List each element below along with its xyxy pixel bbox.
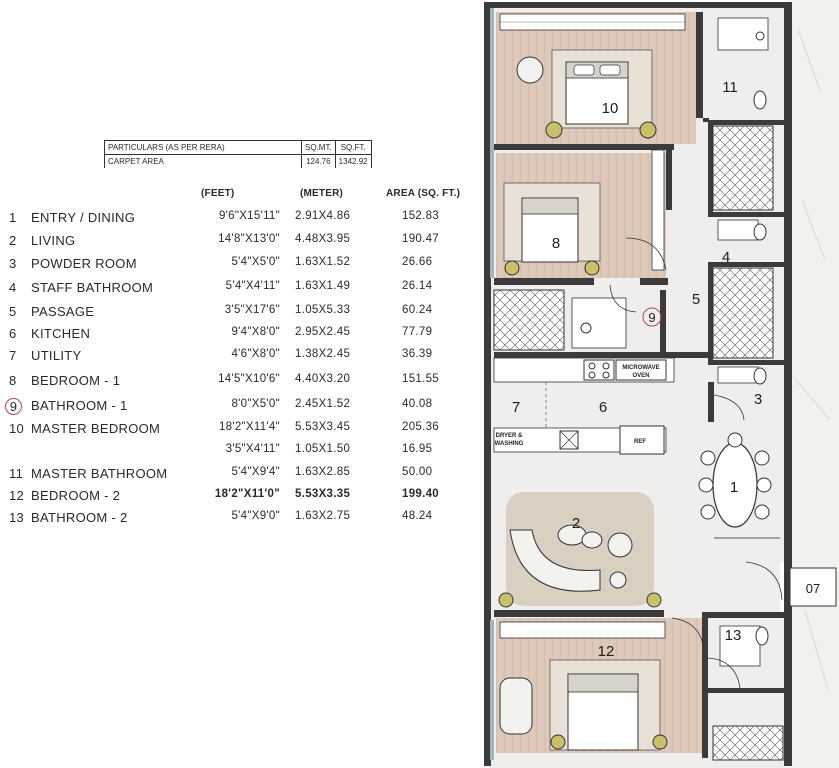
left-wall [484, 2, 491, 766]
room-meter: 1.63X2.85 [295, 466, 351, 478]
room-row [0, 280, 480, 300]
room-meter: 2.45X1.52 [295, 398, 351, 410]
room-area: 16.95 [402, 443, 433, 455]
room-meter: 5.53X3.45 [295, 421, 351, 433]
floor-plan [480, 0, 839, 768]
room-area: 151.55 [402, 373, 439, 385]
bedroom-1-bed [504, 183, 600, 275]
chaise-icon [500, 678, 532, 734]
summary-header-particulars: PARTICULARS (AS PER RERA) [105, 141, 302, 155]
exterior-strip [790, 0, 839, 768]
room-row [0, 421, 480, 441]
room-name: ENTRY / DINING [31, 210, 136, 225]
armchair-icon [517, 57, 543, 83]
column-header-area: AREA (SQ. FT.) [386, 188, 461, 199]
room-feet: 18'2"X11'4" [218, 421, 280, 433]
room-area: 48.24 [402, 510, 433, 522]
room-area: 40.08 [402, 398, 433, 410]
room-meter: 2.95X2.45 [295, 326, 351, 338]
room-name: PASSAGE [31, 304, 95, 319]
room-row [0, 256, 480, 276]
summary-row-sqmt: 124.76 [302, 155, 336, 169]
plan-label-8: 8 [551, 235, 561, 252]
plan-label-9: 9 [648, 310, 656, 325]
room-number: 8 [9, 373, 17, 388]
room-meter: 4.40X3.20 [295, 373, 351, 385]
room-feet: 8'0"X5'0" [231, 398, 280, 410]
room-area: 205.36 [402, 421, 439, 433]
plan-label-4: 4 [721, 249, 731, 266]
room-row [0, 304, 480, 324]
room-feet: 9'6"X15'11" [218, 210, 280, 222]
plan-label-10: 10 [601, 100, 619, 117]
room-name: STAFF BATHROOM [31, 280, 154, 295]
room-name: BEDROOM - 2 [31, 488, 121, 503]
room-meter: 1.63X1.49 [295, 280, 351, 292]
master-bed [546, 50, 656, 138]
room-feet: 3'5"X4'11" [225, 443, 280, 455]
room-number: 3 [9, 256, 17, 271]
room-name: BEDROOM - 1 [31, 373, 121, 388]
room-name: POWDER ROOM [31, 256, 137, 271]
room-area: 152.83 [402, 210, 439, 222]
room-meter: 1.05X5.33 [295, 304, 351, 316]
room-meter: 1.63X2.75 [295, 510, 351, 522]
room-feet: 5'4"X9'0" [231, 510, 280, 522]
room-meter: 1.05X1.50 [295, 443, 351, 455]
room-row [0, 443, 480, 463]
room-area: 190.47 [402, 233, 439, 245]
room-feet: 9'4"X8'0" [231, 326, 280, 338]
room-row [0, 373, 480, 393]
plan-label-2: 2 [571, 515, 581, 532]
room-row [0, 488, 480, 508]
window-left-top [490, 8, 494, 278]
room-feet: 3'5"X17'6" [224, 304, 280, 316]
room-area: 26.14 [402, 280, 433, 292]
room-feet: 14'5"X10'6" [218, 373, 280, 385]
plan-label-6: 6 [598, 399, 608, 416]
room-area: 36.39 [402, 348, 433, 360]
room-number: 1 [9, 210, 17, 225]
room-name: MASTER BATHROOM [31, 466, 168, 481]
window-left-bottom [490, 620, 494, 760]
room-row [0, 233, 480, 253]
plan-label-12: 12 [597, 643, 615, 660]
right-wall [784, 2, 792, 766]
room-area: 199.40 [402, 488, 439, 500]
room-meter: 4.48X3.95 [295, 233, 351, 245]
room-meter: 1.63X1.52 [295, 256, 351, 268]
room-name: MASTER BEDROOM [31, 421, 161, 436]
room-meter: 2.91X4.86 [295, 210, 351, 222]
armchair-living-icon [608, 533, 632, 557]
summary-row-label: CARPET AREA [105, 155, 302, 169]
bedroom-2-bed [550, 660, 667, 750]
shower-bath-1 [494, 290, 564, 350]
room-name: BATHROOM - 1 [31, 398, 128, 413]
carpet-area-table [104, 140, 372, 168]
room-number: 4 [9, 280, 17, 295]
room-feet: 5'4"X4'11" [225, 280, 280, 292]
top-wall [484, 2, 790, 8]
ref-label: REF [634, 439, 646, 445]
oven-label: OVEN [632, 373, 650, 379]
room-meter: 5.53X3.35 [295, 488, 351, 500]
room-row [0, 326, 480, 346]
room-number: 10 [9, 421, 25, 436]
room-area: 50.00 [402, 466, 433, 478]
room-feet: 5'4"X5'0" [231, 256, 280, 268]
room-number: 6 [9, 326, 17, 341]
column-header-meter: (METER) [300, 188, 344, 199]
room-row [0, 398, 480, 418]
shower-staff [713, 268, 773, 358]
room-name: BATHROOM - 2 [31, 510, 128, 525]
plan-label-1: 1 [729, 479, 739, 496]
plan-label-7: 7 [511, 399, 521, 416]
microwave-label: MICROWAVE [622, 365, 660, 371]
room-area: 26.66 [402, 256, 433, 268]
room-number: 2 [9, 233, 17, 248]
room-feet: 4'6"X8'0" [231, 348, 280, 360]
room-row [0, 510, 480, 530]
plan-label-5: 5 [691, 291, 701, 308]
room-name: KITCHEN [31, 326, 91, 341]
unit-number: 07 [805, 581, 821, 596]
column-header-feet: (FEET) [201, 188, 235, 199]
circled-number: 9 [5, 398, 22, 415]
plan-label-3: 3 [753, 391, 763, 408]
summary-row-sqft: 1342.92 [335, 155, 371, 169]
room-row [0, 348, 480, 368]
plan-label-11: 11 [722, 79, 738, 96]
room-feet: 14'8"X13'0" [218, 233, 280, 245]
summary-header-sqft: SQ.FT. [335, 141, 371, 155]
room-number: 7 [9, 348, 17, 363]
room-area: 60.24 [402, 304, 433, 316]
room-row [0, 466, 480, 486]
room-number: 5 [9, 304, 17, 319]
room-number: 11 [9, 466, 24, 481]
room-name: UTILITY [31, 348, 82, 363]
room-area: 77.79 [402, 326, 433, 338]
dryer-label: DRYER & [495, 433, 523, 439]
room-name: LIVING [31, 233, 76, 248]
room-row [0, 210, 480, 230]
washing-label: WASHING [494, 441, 524, 447]
plan-label-13: 13 [724, 627, 742, 644]
room-number: 13 [9, 510, 25, 525]
room-number: 12 [9, 488, 25, 503]
room-feet: 18'2"X11'0" [214, 488, 280, 500]
summary-header-sqmt: SQ.MT. [302, 141, 336, 155]
room-feet: 5'4"X9'4" [231, 466, 280, 478]
shower-master [713, 126, 773, 210]
room-meter: 1.38X2.45 [295, 348, 351, 360]
shower-bath-2 [713, 726, 783, 760]
